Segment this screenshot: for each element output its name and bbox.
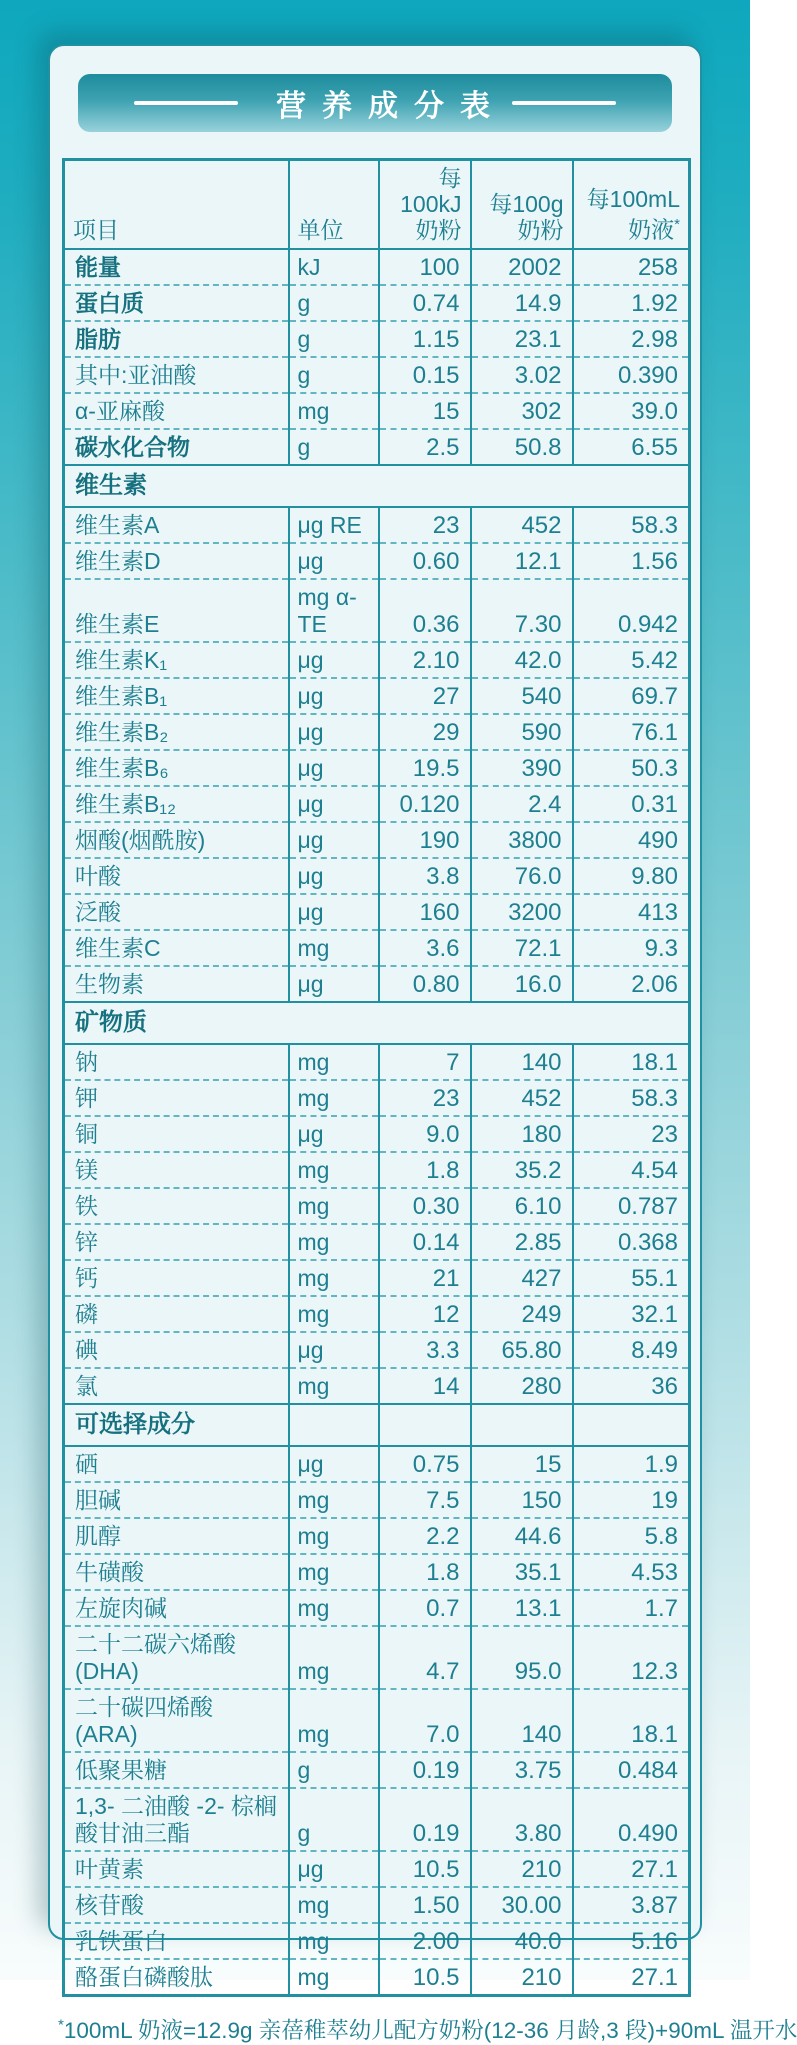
row-label: 磷 xyxy=(64,1296,289,1332)
table-row xyxy=(64,1044,690,1080)
table-row xyxy=(64,429,690,465)
row-unit: μg xyxy=(289,714,379,750)
row-value-per100g: 14.9 xyxy=(471,285,573,321)
row-value-per100kj: 29 xyxy=(379,714,471,750)
table-row xyxy=(64,1188,690,1224)
table-row xyxy=(64,579,690,642)
footnote: *100mL 奶液=12.9g 亲蓓稚萃幼儿配方奶粉(12-36 月龄,3 段)+90mL 温开水 xyxy=(58,2016,797,2043)
row-label: 维生素B₁₂ xyxy=(64,786,289,822)
row-value-per100ml: 50.3 xyxy=(573,750,690,786)
row-value-per100ml: 0.787 xyxy=(573,1188,690,1224)
row-label: 硒 xyxy=(64,1446,289,1482)
row-value-per100ml: 69.7 xyxy=(573,678,690,714)
row-unit: mg xyxy=(289,1152,379,1188)
row-value-per100kj: 15 xyxy=(379,393,471,429)
row-value-per100g: 452 xyxy=(471,1080,573,1116)
row-value-per100g: 95.0 xyxy=(471,1626,573,1689)
row-value-per100g: 6.10 xyxy=(471,1188,573,1224)
row-value-per100kj: 0.19 xyxy=(379,1788,471,1851)
row-label: 叶酸 xyxy=(64,858,289,894)
row-value-per100kj: 19.5 xyxy=(379,750,471,786)
row-label: 泛酸 xyxy=(64,894,289,930)
table-row xyxy=(64,1590,690,1626)
header-cell-4: 每100mL 奶液* xyxy=(573,160,690,250)
row-value-per100g: 35.2 xyxy=(471,1152,573,1188)
row-unit: mg xyxy=(289,1188,379,1224)
section-empty-cell xyxy=(573,1404,690,1446)
row-unit: g xyxy=(289,357,379,393)
row-label: 维生素B₆ xyxy=(64,750,289,786)
row-value-per100ml: 0.31 xyxy=(573,786,690,822)
row-value-per100g: 35.1 xyxy=(471,1554,573,1590)
row-unit: mg xyxy=(289,1260,379,1296)
row-value-per100ml: 27.1 xyxy=(573,1851,690,1887)
row-value-per100kj: 10.5 xyxy=(379,1851,471,1887)
row-value-per100ml: 12.3 xyxy=(573,1626,690,1689)
row-unit: mg xyxy=(289,1296,379,1332)
row-label: 铜 xyxy=(64,1116,289,1152)
row-value-per100kj: 27 xyxy=(379,678,471,714)
row-value-per100ml: 4.53 xyxy=(573,1554,690,1590)
row-value-per100kj: 1.15 xyxy=(379,321,471,357)
row-unit: mg xyxy=(289,930,379,966)
row-label: 乳铁蛋白 xyxy=(64,1923,289,1959)
row-label: 蛋白质 xyxy=(64,285,289,321)
row-value-per100ml: 0.390 xyxy=(573,357,690,393)
row-unit: g xyxy=(289,1788,379,1851)
row-label: 核苷酸 xyxy=(64,1887,289,1923)
row-unit: mg xyxy=(289,1887,379,1923)
table-row xyxy=(64,714,690,750)
row-value-per100g: 210 xyxy=(471,1851,573,1887)
table-row xyxy=(64,1080,690,1116)
row-label: 维生素D xyxy=(64,543,289,579)
row-label: 1,3- 二油酸 -2- 棕榈 酸甘油三酯 xyxy=(64,1788,289,1851)
row-value-per100kj: 1.8 xyxy=(379,1152,471,1188)
row-unit: g xyxy=(289,285,379,321)
row-value-per100g: 30.00 xyxy=(471,1887,573,1923)
row-value-per100ml: 76.1 xyxy=(573,714,690,750)
row-label: 氯 xyxy=(64,1368,289,1404)
row-label: 维生素K₁ xyxy=(64,642,289,678)
table-row xyxy=(64,750,690,786)
banner-line-left xyxy=(134,101,238,105)
row-value-per100ml: 5.42 xyxy=(573,642,690,678)
row-label: α-亚麻酸 xyxy=(64,393,289,429)
row-unit: μg xyxy=(289,543,379,579)
row-unit: μg xyxy=(289,642,379,678)
header-cell-3: 每100g 奶粉 xyxy=(471,160,573,250)
row-value-per100kj: 100 xyxy=(379,249,471,285)
row-value-per100kj: 0.80 xyxy=(379,966,471,1002)
row-value-per100ml: 27.1 xyxy=(573,1959,690,1996)
row-value-per100ml: 3.87 xyxy=(573,1887,690,1923)
row-unit: mg xyxy=(289,393,379,429)
content-card xyxy=(48,44,797,2043)
row-value-per100kj: 3.3 xyxy=(379,1332,471,1368)
row-unit: μg xyxy=(289,678,379,714)
row-unit: μg xyxy=(289,966,379,1002)
row-unit: mg xyxy=(289,1554,379,1590)
row-label: 钾 xyxy=(64,1080,289,1116)
row-value-per100kj: 2.00 xyxy=(379,1923,471,1959)
row-unit: μg xyxy=(289,894,379,930)
row-unit: mg xyxy=(289,1689,379,1752)
row-value-per100ml: 0.484 xyxy=(573,1752,690,1788)
row-value-per100g: 12.1 xyxy=(471,543,573,579)
table-body xyxy=(64,249,690,1996)
page-title: 营养成分表 xyxy=(276,90,506,123)
row-label: 酪蛋白磷酸肽 xyxy=(64,1959,289,1996)
row-label: 碳水化合物 xyxy=(64,429,289,465)
row-value-per100ml: 9.80 xyxy=(573,858,690,894)
row-value-per100ml: 490 xyxy=(573,822,690,858)
row-value-per100g: 72.1 xyxy=(471,930,573,966)
row-value-per100ml: 6.55 xyxy=(573,429,690,465)
row-value-per100kj: 7.0 xyxy=(379,1689,471,1752)
row-value-per100g: 452 xyxy=(471,507,573,543)
table-row xyxy=(64,642,690,678)
row-value-per100g: 40.0 xyxy=(471,1923,573,1959)
banner-line-right xyxy=(512,101,616,105)
row-unit: g xyxy=(289,429,379,465)
row-value-per100ml: 32.1 xyxy=(573,1296,690,1332)
row-value-per100g: 76.0 xyxy=(471,858,573,894)
row-label: 其中:亚油酸 xyxy=(64,357,289,393)
table-row xyxy=(64,1554,690,1590)
section-header-row xyxy=(64,1002,690,1044)
table-row xyxy=(64,1296,690,1332)
table-row xyxy=(64,1626,690,1689)
row-unit: μg xyxy=(289,822,379,858)
row-value-per100g: 50.8 xyxy=(471,429,573,465)
row-value-per100ml: 9.3 xyxy=(573,930,690,966)
row-value-per100kj: 1.8 xyxy=(379,1554,471,1590)
row-value-per100g: 249 xyxy=(471,1296,573,1332)
row-value-per100g: 3.75 xyxy=(471,1752,573,1788)
row-label: 能量 xyxy=(64,249,289,285)
row-label: 烟酸(烟酰胺) xyxy=(64,822,289,858)
row-value-per100kj: 0.7 xyxy=(379,1590,471,1626)
row-value-per100ml: 58.3 xyxy=(573,1080,690,1116)
row-value-per100kj: 0.19 xyxy=(379,1752,471,1788)
row-value-per100g: 280 xyxy=(471,1368,573,1404)
row-unit: mg xyxy=(289,1518,379,1554)
row-value-per100g: 302 xyxy=(471,393,573,429)
row-value-per100kj: 2.5 xyxy=(379,429,471,465)
row-value-per100kj: 12 xyxy=(379,1296,471,1332)
row-value-per100kj: 0.60 xyxy=(379,543,471,579)
row-value-per100g: 15 xyxy=(471,1446,573,1482)
table-row xyxy=(64,249,690,285)
row-label: 碘 xyxy=(64,1332,289,1368)
row-unit: μg RE xyxy=(289,507,379,543)
table-row xyxy=(64,1260,690,1296)
table-row xyxy=(64,1788,690,1851)
row-label: 钠 xyxy=(64,1044,289,1080)
header-cell-2: 每100kJ 奶粉 xyxy=(379,160,471,250)
row-unit: mg xyxy=(289,1044,379,1080)
row-value-per100g: 44.6 xyxy=(471,1518,573,1554)
row-label: 锌 xyxy=(64,1224,289,1260)
header-cell-0: 项目 xyxy=(73,217,119,243)
row-value-per100ml: 0.490 xyxy=(573,1788,690,1851)
row-value-per100ml: 0.942 xyxy=(573,579,690,642)
row-value-per100kj: 7 xyxy=(379,1044,471,1080)
row-value-per100ml: 39.0 xyxy=(573,393,690,429)
row-value-per100kj: 0.15 xyxy=(379,357,471,393)
row-value-per100kj: 1.50 xyxy=(379,1887,471,1923)
row-label: 二十二碳六烯酸 (DHA) xyxy=(64,1626,289,1689)
table-row xyxy=(64,393,690,429)
row-value-per100g: 3.80 xyxy=(471,1788,573,1851)
row-value-per100kj: 10.5 xyxy=(379,1959,471,1996)
row-label: 维生素A xyxy=(64,507,289,543)
row-unit: μg xyxy=(289,1332,379,1368)
table-row xyxy=(64,1752,690,1788)
row-value-per100g: 23.1 xyxy=(471,321,573,357)
row-value-per100g: 3.02 xyxy=(471,357,573,393)
row-value-per100kj: 2.10 xyxy=(379,642,471,678)
row-value-per100ml: 4.54 xyxy=(573,1152,690,1188)
row-value-per100kj: 23 xyxy=(379,507,471,543)
table-row xyxy=(64,357,690,393)
row-value-per100kj: 14 xyxy=(379,1368,471,1404)
section-empty-cell xyxy=(289,1404,379,1446)
row-label: 叶黄素 xyxy=(64,1851,289,1887)
row-unit: mg xyxy=(289,1368,379,1404)
row-value-per100kj: 0.36 xyxy=(379,579,471,642)
row-value-per100kj: 4.7 xyxy=(379,1626,471,1689)
row-unit: mg xyxy=(289,1590,379,1626)
row-value-per100g: 3200 xyxy=(471,894,573,930)
header-cell-1: 单位 xyxy=(289,160,379,250)
row-value-per100ml: 2.98 xyxy=(573,321,690,357)
section-empty-cell xyxy=(471,1404,573,1446)
row-unit: mg xyxy=(289,1959,379,1996)
row-unit: μg xyxy=(289,1446,379,1482)
row-value-per100g: 7.30 xyxy=(471,579,573,642)
section-header-row xyxy=(64,1404,690,1446)
row-unit: μg xyxy=(289,1116,379,1152)
row-label: 维生素B₁ xyxy=(64,678,289,714)
table-row xyxy=(64,1518,690,1554)
section-title: 维生素 xyxy=(64,465,690,507)
row-value-per100kj: 0.74 xyxy=(379,285,471,321)
table-header-row xyxy=(64,160,690,250)
row-label: 二十碳四烯酸 (ARA) xyxy=(64,1689,289,1752)
table-row xyxy=(64,1959,690,1996)
row-label: 维生素E xyxy=(64,579,289,642)
table-row xyxy=(64,786,690,822)
title-banner xyxy=(78,74,672,132)
row-value-per100ml: 23 xyxy=(573,1116,690,1152)
row-value-per100g: 13.1 xyxy=(471,1590,573,1626)
row-value-per100g: 42.0 xyxy=(471,642,573,678)
row-value-per100kj: 160 xyxy=(379,894,471,930)
row-label: 钙 xyxy=(64,1260,289,1296)
table-row xyxy=(64,1923,690,1959)
table-row xyxy=(64,822,690,858)
table-row xyxy=(64,1887,690,1923)
section-header-row xyxy=(64,465,690,507)
row-value-per100ml: 18.1 xyxy=(573,1044,690,1080)
row-value-per100ml: 58.3 xyxy=(573,507,690,543)
row-value-per100g: 427 xyxy=(471,1260,573,1296)
table-row xyxy=(64,1851,690,1887)
table-row xyxy=(64,1446,690,1482)
table-row xyxy=(64,285,690,321)
row-value-per100ml: 1.7 xyxy=(573,1590,690,1626)
row-value-per100kj: 2.2 xyxy=(379,1518,471,1554)
row-unit: mg xyxy=(289,1626,379,1689)
table-row xyxy=(64,1152,690,1188)
table-header xyxy=(64,160,690,250)
section-title: 矿物质 xyxy=(64,1002,690,1044)
row-value-per100kj: 21 xyxy=(379,1260,471,1296)
row-value-per100kj: 3.6 xyxy=(379,930,471,966)
row-value-per100ml: 8.49 xyxy=(573,1332,690,1368)
table-row xyxy=(64,894,690,930)
row-value-per100kj: 0.120 xyxy=(379,786,471,822)
row-value-per100ml: 1.9 xyxy=(573,1446,690,1482)
row-value-per100ml: 1.92 xyxy=(573,285,690,321)
row-value-per100kj: 0.75 xyxy=(379,1446,471,1482)
section-title: 可选择成分 xyxy=(64,1404,289,1446)
row-value-per100g: 16.0 xyxy=(471,966,573,1002)
row-value-per100kj: 3.8 xyxy=(379,858,471,894)
row-label: 铁 xyxy=(64,1188,289,1224)
row-value-per100g: 140 xyxy=(471,1689,573,1752)
row-unit: mg xyxy=(289,1224,379,1260)
table-row xyxy=(64,1224,690,1260)
row-unit: mg xyxy=(289,1080,379,1116)
row-value-per100g: 590 xyxy=(471,714,573,750)
table-row xyxy=(64,678,690,714)
row-label: 胆碱 xyxy=(64,1482,289,1518)
row-value-per100ml: 258 xyxy=(573,249,690,285)
row-value-per100g: 180 xyxy=(471,1116,573,1152)
row-value-per100ml: 55.1 xyxy=(573,1260,690,1296)
row-value-per100g: 210 xyxy=(471,1959,573,1996)
table-row xyxy=(64,507,690,543)
row-value-per100kj: 0.14 xyxy=(379,1224,471,1260)
row-unit: g xyxy=(289,1752,379,1788)
row-label: 维生素C xyxy=(64,930,289,966)
row-value-per100kj: 23 xyxy=(379,1080,471,1116)
row-value-per100ml: 1.56 xyxy=(573,543,690,579)
row-value-per100g: 2.85 xyxy=(471,1224,573,1260)
row-value-per100g: 390 xyxy=(471,750,573,786)
row-value-per100g: 150 xyxy=(471,1482,573,1518)
row-unit: g xyxy=(289,321,379,357)
row-value-per100g: 65.80 xyxy=(471,1332,573,1368)
row-value-per100g: 140 xyxy=(471,1044,573,1080)
row-label: 脂肪 xyxy=(64,321,289,357)
row-label: 左旋肉碱 xyxy=(64,1590,289,1626)
row-value-per100kj: 0.30 xyxy=(379,1188,471,1224)
row-label: 镁 xyxy=(64,1152,289,1188)
row-value-per100g: 2.4 xyxy=(471,786,573,822)
row-value-per100ml: 5.16 xyxy=(573,1923,690,1959)
section-empty-cell xyxy=(379,1404,471,1446)
row-value-per100ml: 0.368 xyxy=(573,1224,690,1260)
table-row xyxy=(64,1332,690,1368)
row-value-per100ml: 18.1 xyxy=(573,1689,690,1752)
row-unit: mg xyxy=(289,1923,379,1959)
table-row xyxy=(64,966,690,1002)
row-unit: μg xyxy=(289,858,379,894)
row-value-per100ml: 5.8 xyxy=(573,1518,690,1554)
row-value-per100ml: 413 xyxy=(573,894,690,930)
row-label: 维生素B₂ xyxy=(64,714,289,750)
row-label: 牛磺酸 xyxy=(64,1554,289,1590)
table-row xyxy=(64,858,690,894)
row-value-per100g: 2002 xyxy=(471,249,573,285)
table-row xyxy=(64,543,690,579)
table-row xyxy=(64,1482,690,1518)
row-value-per100kj: 7.5 xyxy=(379,1482,471,1518)
row-label: 生物素 xyxy=(64,966,289,1002)
row-value-per100ml: 19 xyxy=(573,1482,690,1518)
row-unit: mg xyxy=(289,1482,379,1518)
row-value-per100kj: 190 xyxy=(379,822,471,858)
row-value-per100g: 540 xyxy=(471,678,573,714)
table-row xyxy=(64,1116,690,1152)
row-value-per100ml: 36 xyxy=(573,1368,690,1404)
table-row xyxy=(64,321,690,357)
row-value-per100g: 3800 xyxy=(471,822,573,858)
row-unit: μg xyxy=(289,1851,379,1887)
nutrition-table xyxy=(62,158,691,1997)
row-label: 低聚果糖 xyxy=(64,1752,289,1788)
row-unit: mg α-TE xyxy=(289,579,379,642)
row-value-per100ml: 2.06 xyxy=(573,966,690,1002)
row-unit: μg xyxy=(289,786,379,822)
table-row xyxy=(64,1689,690,1752)
table-row xyxy=(64,930,690,966)
table-row xyxy=(64,1368,690,1404)
row-label: 肌醇 xyxy=(64,1518,289,1554)
row-value-per100kj: 9.0 xyxy=(379,1116,471,1152)
row-unit: μg xyxy=(289,750,379,786)
row-unit: kJ xyxy=(289,249,379,285)
